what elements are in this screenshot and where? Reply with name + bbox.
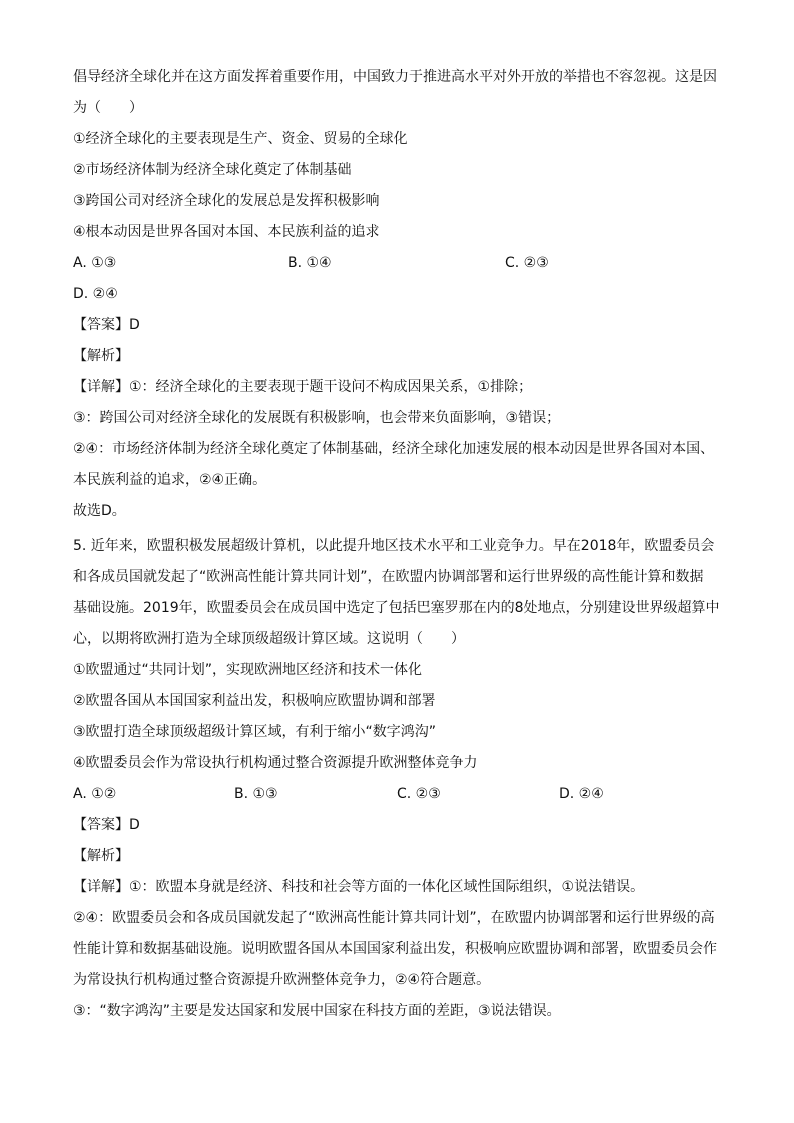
q5-stem-line-4: 心，以期将欧洲打造为全球顶级超级计算区域。这说明（ ） (73, 631, 465, 647)
q5-statement-4: ④欧盟委员会作为常设执行机构通过整合资源提升欧洲整体竞争力 (73, 755, 478, 771)
q5-analysis-label: 【解析】 (73, 848, 129, 864)
q5-explanation-line-1: 【详解】①：欧盟本身就是经济、科技和社会等方面的一体化区域性国际组织，①说法错误。 (73, 879, 645, 895)
q4-statement-3: ③跨国公司对经济全球化的发展总是发挥积极影响 (73, 193, 380, 209)
q5-explanation-line-4: 为常设执行机构通过整合资源提升欧洲整体竞争力，②④符合题意。 (73, 972, 491, 988)
q4-options-row (73, 253, 733, 273)
q5-explanation-line-3: 性能计算和数据基础设施。说明欧盟各国从本国国家利益出发，积极响应欧盟协调和部署，欧盟委员会作 (73, 941, 717, 957)
q5-answer: 【答案】D (73, 817, 140, 833)
q5-option-d: D. ②④ (559, 786, 604, 802)
q5-explanation-line-2: ②④：欧盟委员会和各成员国就发起了“欧洲高性能计算共同计划”，在欧盟内协调部署和运行世界级的高 (73, 910, 715, 926)
q4-explanation-line-1: 【详解】①：经济全球化的主要表现于题干设问不构成因果关系，①排除； (73, 379, 533, 395)
q4-option-b: B. ①④ (288, 255, 332, 271)
q4-option-c: C. ②③ (505, 255, 549, 271)
q4-statement-4: ④根本动因是世界各国对本国、本民族利益的追求 (73, 224, 380, 240)
q5-stem-line-3: 基础设施。2019年，欧盟委员会在成员国中选定了包括巴塞罗那在内的8处地点，分别建设世界级超算中 (73, 600, 720, 616)
q5-option-a: A. ①② (73, 786, 117, 802)
q4-explanation-line-3: ②④：市场经济体制为经济全球化奠定了体制基础，经济全球化加速发展的根本动因是世界各国对本国、 (73, 441, 715, 457)
q4-explanation-line-2: ③：跨国公司对经济全球化的发展既有积极影响，也会带来负面影响，③错误； (73, 410, 561, 426)
q5-explanation-line-5: ③：“数字鸿沟”主要是发达国家和发展中国家在科技方面的差距，③说法错误。 (73, 1003, 561, 1019)
q4-explanation-line-5: 故选D。 (73, 503, 126, 519)
q4-explanation-line-4: 本民族利益的追求，②④正确。 (73, 472, 267, 488)
q5-statement-3: ③欧盟打造全球顶级超级计算区域，有利于缩小“数字鸿沟” (73, 724, 437, 740)
q4-statement-2: ②市场经济体制为经济全球化奠定了体制基础 (73, 162, 352, 178)
q4-option-a: A. ①③ (73, 255, 117, 271)
q4-option-d: D. ②④ (73, 286, 118, 302)
q5-option-b: B. ①③ (234, 786, 278, 802)
q5-option-c: C. ②③ (397, 786, 441, 802)
q5-options-row (73, 784, 733, 804)
q5-statement-2: ②欧盟各国从本国国家利益出发，积极响应欧盟协调和部署 (73, 693, 436, 709)
q4-statement-1: ①经济全球化的主要表现是生产、资金、贸易的全球化 (73, 131, 408, 147)
q4-stem-line-2: 为（ ） (73, 100, 143, 116)
q5-stem-line-1: 5. 近年来，欧盟积极发展超级计算机，以此提升地区技术水平和工业竞争力。早在2018年，欧盟委员会 (73, 538, 715, 554)
q5-statement-1: ①欧盟通过“共同计划”，实现欧洲地区经济和技术一体化 (73, 662, 423, 678)
q5-stem-line-2: 和各成员国就发起了“欧洲高性能计算共同计划”，在欧盟内协调部署和运行世界级的高性能计算和数据 (73, 569, 704, 585)
q4-answer: 【答案】D (73, 317, 140, 333)
q4-stem-line-1: 倡导经济全球化并在这方面发挥着重要作用，中国致力于推进高水平对外开放的举措也不容忽视。这是因 (73, 69, 717, 85)
q4-analysis-label: 【解析】 (73, 348, 129, 364)
